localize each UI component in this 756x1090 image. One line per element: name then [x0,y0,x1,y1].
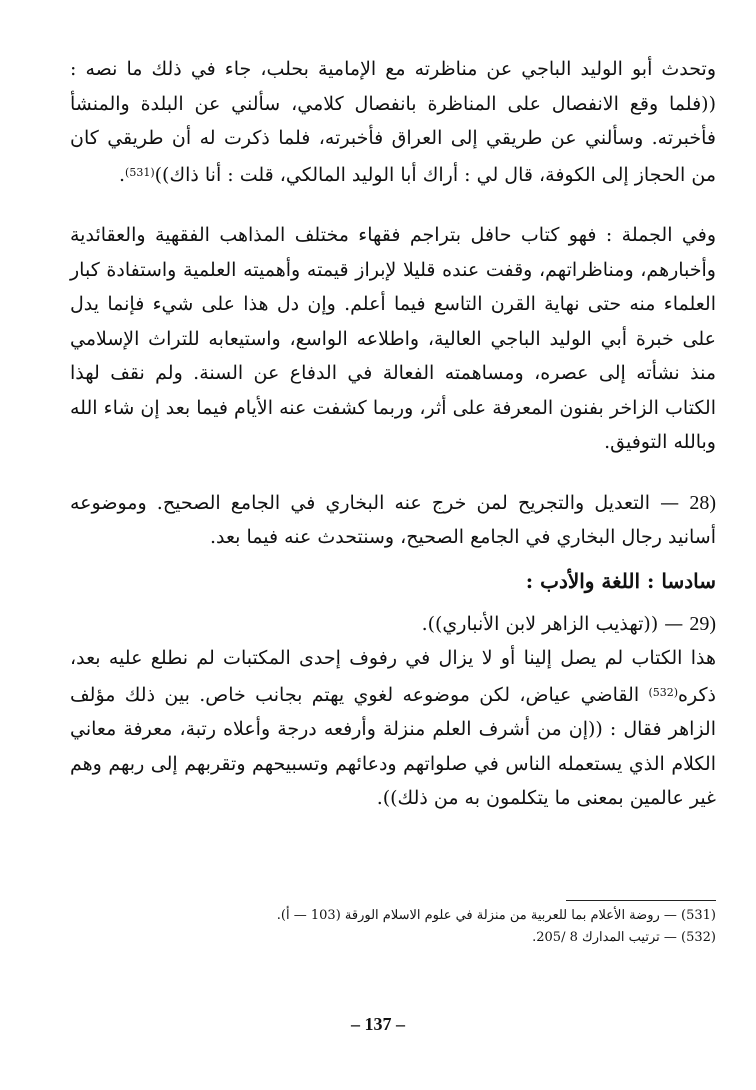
footnote-531 [70,905,716,927]
page-number: – 137 – [351,1014,405,1034]
footnote-532 [70,927,716,949]
footnote-text: — ترتيب المدارك 8 /205. [532,930,677,945]
footnotes [70,905,716,949]
paragraph-text: القاضي عياض، لكن موضوعه لغوي يهتم بجانب خاص. بين ذلك مؤلف الزاهر فقال : ((إن من أشرف العلم منزلة وأرفعه درجة وأعلاه رتبة، معرفة معاني الكلام الذي يستعمله الناس في صلواتهم ودعائهم وتسبيحهم وتقربهم إلى ربهم وهم غير عالمين بمعنى ما يتكلمون به من ذلك)). [70,683,716,809]
footnote-number: (531) [681,908,716,923]
section-heading: سادسا : اللغة والأدب : [525,568,716,593]
item-text: — التعديل والتجريح لمن خرج عنه البخاري في الجامع الصحيح. وموضوعه أسانيد رجال البخاري في الجامع الصحيح، وسنتحدث عنه فيما بعد. [70,491,716,548]
item-number: 29) [689,612,716,635]
footnote-divider [566,900,716,901]
paragraph-text: وتحدث أبو الوليد الباجي عن مناظرته مع الإمامية بحلب، جاء في ذلك ما نصه : ((فلما وقع الانفصال على المناظرة بانفصال كلامي، سألني عن البلدة والمنشأ فأخبرته. وسألني عن طريقي إلى العراق فأخبرته، فلما ذكرت له أن طريقي كان من الحجاز إلى الكوفة، قال لي : أراك أبا الوليد المالكي، قلت : أنا ذاك)) [70,58,716,186]
list-item-29 [70,607,716,642]
item-number: 28) [689,491,716,514]
paragraph-zahir [70,641,716,816]
footnote-ref-532[interactable]: (532) [648,685,679,699]
paragraph-text: هذا الكتاب لم يصل إلينا أو لا يزال في رفوف إحدى المكتبات لم نطلع عليه بعد، ذكره [70,647,716,706]
footnote-ref-531[interactable]: (531) [125,165,155,179]
paragraph-end: . [118,163,126,186]
paragraph-baji-debate [70,52,716,192]
item-text: — ((تهذيب الزاهر لابن الأنباري)). [421,612,684,635]
list-item-28 [70,486,716,555]
paragraph-summary: وفي الجملة : فهو كتاب حافل بتراجم فقهاء مختلف المذاهب الفقهية والعقائدية وأخبارهم، ومناظراتهم، وقفت عنده قليلا لإبراز قيمته وأهميته العلمية واستفادة كبار العلماء منه حتى نهاية القرن التاسع فيما أعلم. وإن دل هذا على شيء فإنما يدل على خبرة أبي الوليد الباجي العالية، واطلاعه الواسع، واستيعابه للتراث الإسلامي منذ نشأته إلى عصره، ومساهمته الفعالة في الدفاع عن السنة. ولم نقف لهذا الكتاب الزاخر بفنون المعرفة على أثر، وربما كشفت عنه الأيام فيما بعد إن شاء الله وبالله التوفيق. [70,224,716,453]
footnote-text: — روضة الأعلام بما للعربية من منزلة في علوم الاسلام الورقة (103 — أ). [276,908,677,923]
footnote-number: (532) [681,930,716,945]
